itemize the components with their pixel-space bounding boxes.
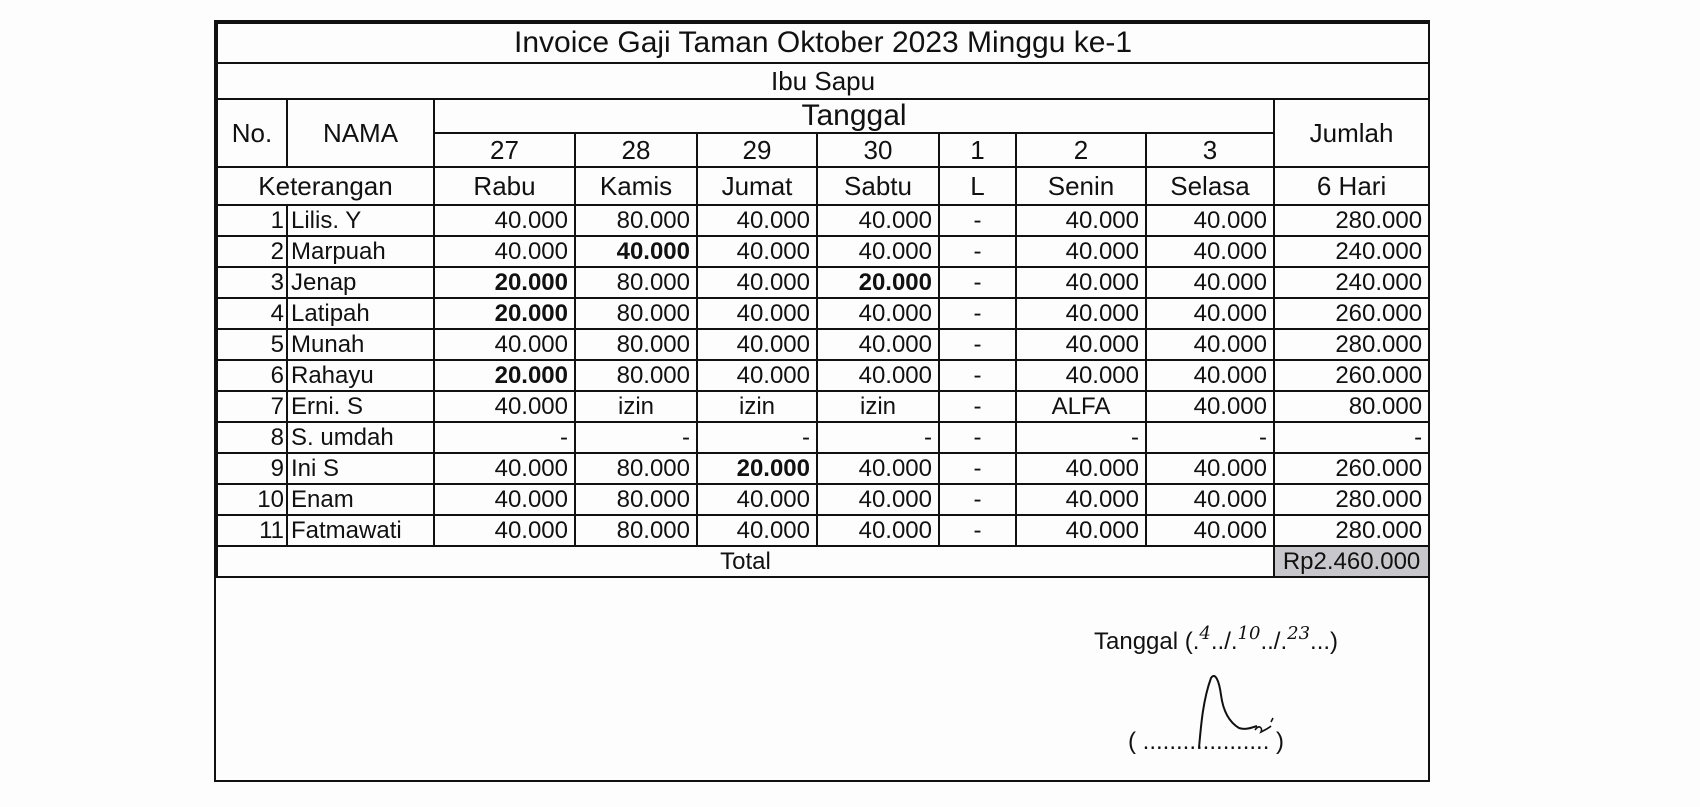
table-row: [217, 205, 1429, 236]
row-name: Latipah: [287, 298, 434, 329]
row-number: 7: [217, 391, 287, 422]
date-header-4: 1: [939, 133, 1016, 167]
row-total: 240.000: [1274, 267, 1429, 298]
row-value-l: -: [939, 236, 1016, 267]
header-tanggal: Tanggal: [434, 99, 1274, 133]
day-header-2: Jumat: [697, 167, 817, 205]
row-total: 240.000: [1274, 236, 1429, 267]
row-value-l: -: [939, 515, 1016, 546]
row-value-kamis: 80.000: [575, 453, 697, 484]
row-number: 4: [217, 298, 287, 329]
row-total: -: [1274, 422, 1429, 453]
day-header-0: Rabu: [434, 167, 575, 205]
row-value-rabu: 40.000: [434, 484, 575, 515]
header-no: No.: [217, 99, 287, 167]
row-value-l: -: [939, 298, 1016, 329]
row-value-l: -: [939, 391, 1016, 422]
row-value-l: -: [939, 360, 1016, 391]
row-total: 280.000: [1274, 515, 1429, 546]
row-number: 5: [217, 329, 287, 360]
row-value-sabtu: 40.000: [817, 453, 939, 484]
row-value-sabtu: 20.000: [817, 267, 939, 298]
row-value-kamis: 80.000: [575, 298, 697, 329]
total-label: Total: [217, 546, 1274, 577]
invoice-subtitle: Ibu Sapu: [217, 63, 1429, 99]
row-value-senin: 40.000: [1016, 515, 1146, 546]
row-value-senin: 40.000: [1016, 453, 1146, 484]
row-value-jumat: 40.000: [697, 298, 817, 329]
date-header-6: 3: [1146, 133, 1274, 167]
row-number: 9: [217, 453, 287, 484]
row-value-rabu: 40.000: [434, 329, 575, 360]
row-value-selasa: 40.000: [1146, 267, 1274, 298]
row-total: 280.000: [1274, 484, 1429, 515]
row-value-jumat: 40.000: [697, 205, 817, 236]
invoice-sheet: [214, 20, 1430, 782]
row-value-selasa: 40.000: [1146, 391, 1274, 422]
row-value-kamis: 80.000: [575, 329, 697, 360]
row-name: S. umdah: [287, 422, 434, 453]
row-value-kamis: 40.000: [575, 236, 697, 267]
row-value-sabtu: 40.000: [817, 298, 939, 329]
row-value-rabu: -: [434, 422, 575, 453]
row-value-senin: 40.000: [1016, 484, 1146, 515]
header-keterangan: Keterangan: [217, 167, 434, 205]
row-value-senin: -: [1016, 422, 1146, 453]
row-name: Lilis. Y: [287, 205, 434, 236]
signature-line: ( ................... ): [1128, 728, 1285, 755]
row-number: 8: [217, 422, 287, 453]
row-value-rabu: 40.000: [434, 236, 575, 267]
row-value-senin: 40.000: [1016, 267, 1146, 298]
table-row: [217, 453, 1429, 484]
row-value-selasa: 40.000: [1146, 360, 1274, 391]
row-value-sabtu: 40.000: [817, 329, 939, 360]
row-total: 80.000: [1274, 391, 1429, 422]
row-name: Enam: [287, 484, 434, 515]
day-header-3: Sabtu: [817, 167, 939, 205]
row-total: 260.000: [1274, 453, 1429, 484]
row-value-senin: 40.000: [1016, 360, 1146, 391]
row-value-kamis: 80.000: [575, 360, 697, 391]
row-value-sabtu: 40.000: [817, 515, 939, 546]
row-value-selasa: 40.000: [1146, 236, 1274, 267]
row-value-sabtu: 40.000: [817, 236, 939, 267]
day-header-4: L: [939, 167, 1016, 205]
row-value-jumat: 20.000: [697, 453, 817, 484]
table-row: [217, 422, 1429, 453]
row-value-l: -: [939, 422, 1016, 453]
row-value-kamis: 80.000: [575, 515, 697, 546]
row-value-selasa: 40.000: [1146, 205, 1274, 236]
day-header-6: Selasa: [1146, 167, 1274, 205]
footer-date-label: Tanggal: [1094, 628, 1179, 655]
row-value-selasa: -: [1146, 422, 1274, 453]
row-name: Ini S: [287, 453, 434, 484]
row-value-selasa: 40.000: [1146, 329, 1274, 360]
row-value-sabtu: izin: [817, 391, 939, 422]
footer-date: Tanggal (.$^4$../.$^{10}$../.$^{23}$...): [1094, 623, 1339, 655]
invoice-table: [216, 22, 1430, 578]
row-value-selasa: 40.000: [1146, 298, 1274, 329]
row-value-rabu: 40.000: [434, 515, 575, 546]
row-value-kamis: -: [575, 422, 697, 453]
row-value-l: -: [939, 267, 1016, 298]
table-row: [217, 329, 1429, 360]
row-total: 260.000: [1274, 298, 1429, 329]
row-value-senin: 40.000: [1016, 236, 1146, 267]
row-value-rabu: 20.000: [434, 267, 575, 298]
row-name: Fatmawati: [287, 515, 434, 546]
row-value-sabtu: 40.000: [817, 484, 939, 515]
header-nama: NAMA: [287, 99, 434, 167]
header-jumlah-hari: 6 Hari: [1274, 167, 1429, 205]
table-row: [217, 236, 1429, 267]
row-value-senin: 40.000: [1016, 329, 1146, 360]
total-row: [217, 546, 1429, 577]
footer-date-month: 10: [1237, 623, 1261, 644]
row-value-sabtu: 40.000: [817, 205, 939, 236]
row-value-jumat: 40.000: [697, 329, 817, 360]
grand-total: Rp2.460.000: [1274, 546, 1429, 577]
row-value-jumat: 40.000: [697, 360, 817, 391]
row-value-sabtu: -: [817, 422, 939, 453]
date-header-2: 29: [697, 133, 817, 167]
table-row: [217, 360, 1429, 391]
row-value-rabu: 20.000: [434, 360, 575, 391]
table-row: [217, 391, 1429, 422]
row-value-senin: ALFA: [1016, 391, 1146, 422]
row-value-jumat: 40.000: [697, 484, 817, 515]
row-value-l: -: [939, 484, 1016, 515]
date-header-5: 2: [1016, 133, 1146, 167]
footer-date-day: 4: [1199, 623, 1211, 644]
row-value-kamis: 80.000: [575, 205, 697, 236]
row-number: 3: [217, 267, 287, 298]
row-name: Marpuah: [287, 236, 434, 267]
row-name: Munah: [287, 329, 434, 360]
row-value-senin: 40.000: [1016, 205, 1146, 236]
invoice-title: Invoice Gaji Taman Oktober 2023 Minggu ke-1: [217, 23, 1429, 63]
row-value-l: -: [939, 329, 1016, 360]
table-row: [217, 484, 1429, 515]
row-value-kamis: izin: [575, 391, 697, 422]
row-value-kamis: 80.000: [575, 267, 697, 298]
row-number: 10: [217, 484, 287, 515]
table-row: [217, 267, 1429, 298]
row-value-sabtu: 40.000: [817, 360, 939, 391]
day-header-1: Kamis: [575, 167, 697, 205]
row-value-l: -: [939, 453, 1016, 484]
footer-date-year: 23: [1287, 623, 1311, 644]
row-value-rabu: 40.000: [434, 205, 575, 236]
row-total: 280.000: [1274, 205, 1429, 236]
row-number: 2: [217, 236, 287, 267]
row-value-kamis: 80.000: [575, 484, 697, 515]
header-jumlah: Jumlah: [1274, 99, 1429, 167]
row-value-senin: 40.000: [1016, 298, 1146, 329]
row-value-rabu: 20.000: [434, 298, 575, 329]
row-value-selasa: 40.000: [1146, 453, 1274, 484]
row-number: 6: [217, 360, 287, 391]
row-name: Jenap: [287, 267, 434, 298]
date-header-3: 30: [817, 133, 939, 167]
row-value-selasa: 40.000: [1146, 484, 1274, 515]
row-number: 1: [217, 205, 287, 236]
signature-dots: ...................: [1142, 728, 1270, 755]
row-value-jumat: izin: [697, 391, 817, 422]
table-row: [217, 515, 1429, 546]
row-value-jumat: 40.000: [697, 515, 817, 546]
row-value-jumat: -: [697, 422, 817, 453]
date-header-0: 27: [434, 133, 575, 167]
row-value-jumat: 40.000: [697, 236, 817, 267]
row-value-l: -: [939, 205, 1016, 236]
row-name: Erni. S: [287, 391, 434, 422]
row-value-rabu: 40.000: [434, 391, 575, 422]
date-header-1: 28: [575, 133, 697, 167]
footer-area: [216, 578, 1428, 758]
row-number: 11: [217, 515, 287, 546]
table-row: [217, 298, 1429, 329]
row-value-selasa: 40.000: [1146, 515, 1274, 546]
row-total: 280.000: [1274, 329, 1429, 360]
row-name: Rahayu: [287, 360, 434, 391]
row-total: 260.000: [1274, 360, 1429, 391]
row-value-rabu: 40.000: [434, 453, 575, 484]
row-value-jumat: 40.000: [697, 267, 817, 298]
day-header-5: Senin: [1016, 167, 1146, 205]
